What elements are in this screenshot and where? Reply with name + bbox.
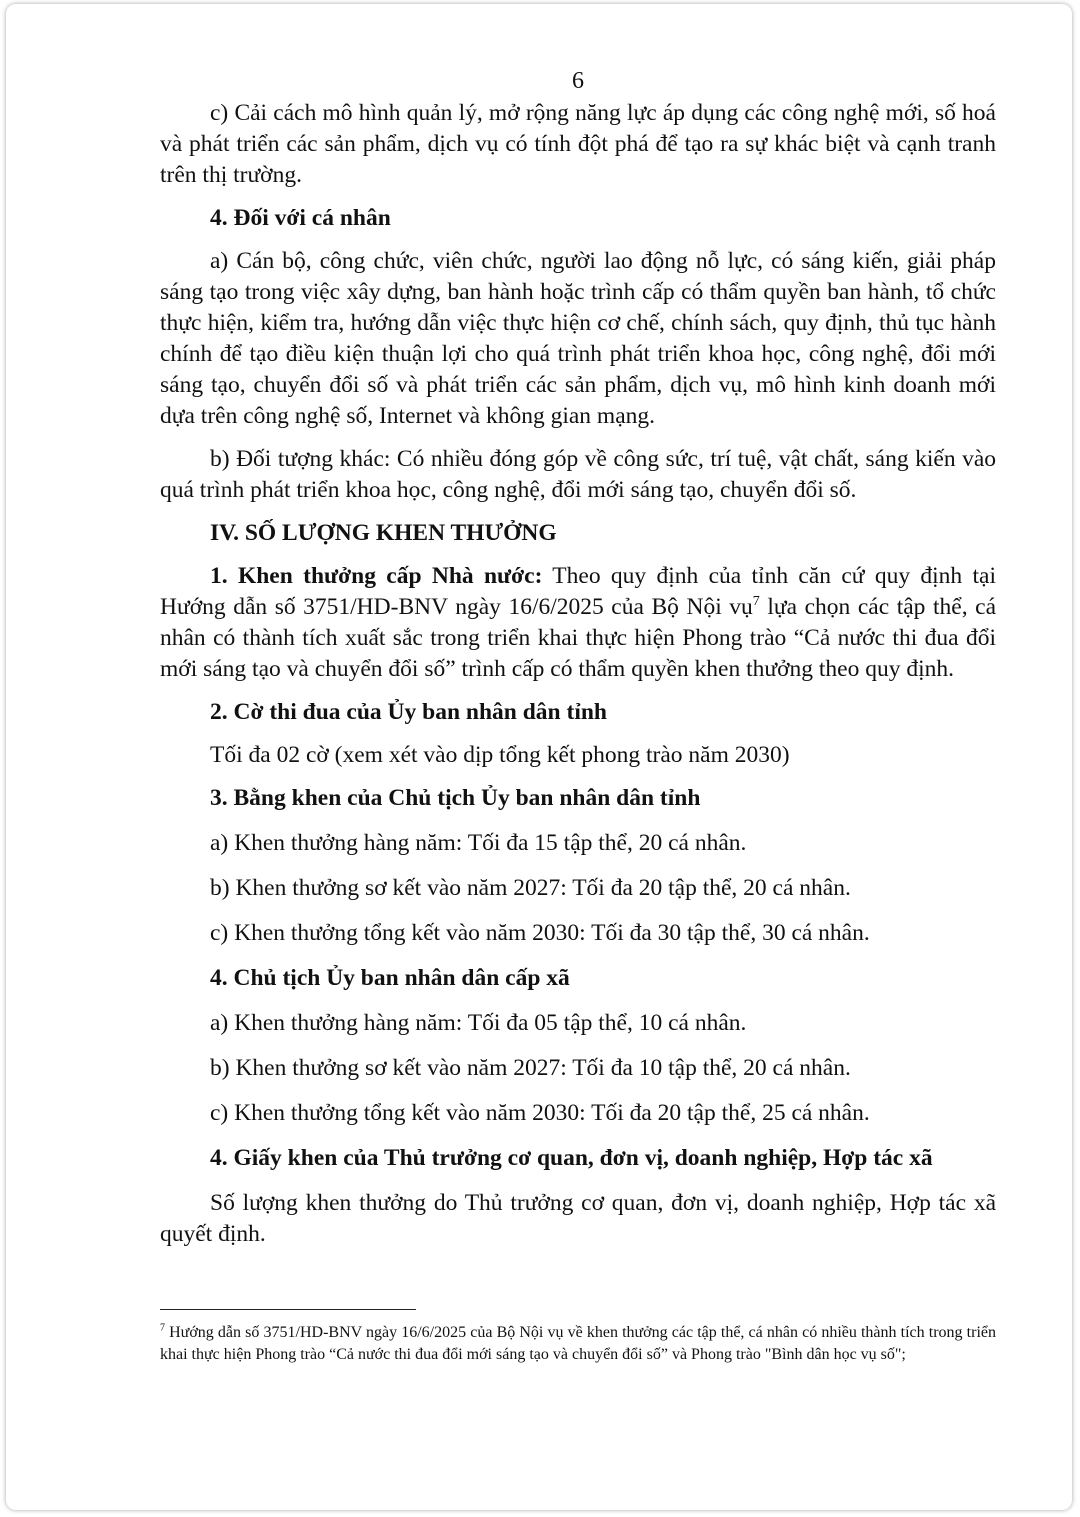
footnote xyxy=(160,1322,996,1366)
section-iv-heading: IV. SỐ LƯỢNG KHEN THƯỞNG xyxy=(210,520,557,546)
heading-emulation-flag: 2. Cờ thi đua của Ủy ban nhân dân tỉnh xyxy=(210,699,607,725)
heading-certificate-provincial: 3. Bằng khen của Chủ tịch Ủy ban nhân dân tỉnh xyxy=(210,785,701,811)
footnote-separator xyxy=(160,1309,416,1310)
paragraph-4-b: b) Khen thưởng sơ kết vào năm 2027: Tối đa 10 tập thể, 20 cá nhân. xyxy=(210,1055,851,1081)
paragraph-3-b: b) Khen thưởng sơ kết vào năm 2027: Tối đa 20 tập thể, 20 cá nhân. xyxy=(210,875,851,901)
document-body xyxy=(160,66,996,1250)
paragraph-3-a: a) Khen thưởng hàng năm: Tối đa 15 tập thể, 20 cá nhân. xyxy=(210,830,747,856)
paragraph-4-a: a) Khen thưởng hàng năm: Tối đa 05 tập thể, 10 cá nhân. xyxy=(210,1010,747,1036)
paragraph-state-award xyxy=(160,561,996,685)
state-award-label: 1. Khen thưởng cấp Nhà nước: xyxy=(210,563,543,589)
paragraph-4b: b) Đối tượng khác: Có nhiều đóng góp về công sức, trí tuệ, vật chất, sáng kiến vào quá trình phát triển khoa học, công nghệ, đổi mới sáng tạo, chuyển đổi số. xyxy=(160,446,996,503)
paragraph-3c: c) Cải cách mô hình quản lý, mở rộng năng lực áp dụng các công nghệ mới, số hoá và phát triển các sản phẩm, dịch vụ có tính đột phá để tạo ra sự khác biệt và cạnh tranh trên thị trường. xyxy=(160,100,996,188)
paragraph-4-c: c) Khen thưởng tổng kết vào năm 2030: Tối đa 20 tập thể, 25 cá nhân. xyxy=(210,1100,870,1126)
footnote-ref: 7 xyxy=(752,594,760,610)
footnote-text: Hướng dẫn số 3751/HD-BNV ngày 16/6/2025 của Bộ Nội vụ về khen thưởng các tập thể, cá nhân có nhiều thành tích trong triển khai thực hiện Phong trào “Cả nước thi đua đổi mới sáng tạo và chuyển đổi số” và Phong trào "Bình dân học vụ số"; xyxy=(160,1324,996,1363)
heading-certificate-agency: 4. Giấy khen của Thủ trưởng cơ quan, đơn vị, doanh nghiệp, Hợp tác xã xyxy=(210,1145,933,1171)
state-award-text-b: lựa chọn các tập thể, cá nhân có thành tích xuất sắc trong triển khai thực hiện Phong trào “Cả nước thi đua đổi mới sáng tạo và chuyển đổi số” trình cấp có thẩm quyền khen thưởng theo quy định. xyxy=(160,594,996,682)
paragraph-agency-count: Số lượng khen thưởng do Thủ trưởng cơ quan, đơn vị, doanh nghiệp, Hợp tác xã quyết định. xyxy=(160,1190,996,1247)
heading-commune-chairman: 4. Chủ tịch Ủy ban nhân dân cấp xã xyxy=(210,965,570,991)
state-award-text-a: Theo quy định của tỉnh căn cứ quy định tại Hướng dẫn số 3751/HD-BNV ngày 16/6/2025 của Bộ Nội vụ xyxy=(160,563,996,620)
paragraph-4a: a) Cán bộ, công chức, viên chức, người lao động nỗ lực, có sáng kiến, giải pháp sáng tạo trong việc xây dựng, ban hành hoặc trình cấp có thẩm quyền ban hành, tổ chức thực hiện, kiểm tra, hướng dẫn việc thực hiện cơ chế, chính sách, quy định, thủ tục hành chính để tạo điều kiện thuận lợi cho quá trình phát triển khoa học, công nghệ, đổi mới sáng tạo, chuyển đổi số và phát triển các sản phẩm, dịch vụ, mô hình kinh doanh mới dựa trên công nghệ số, Internet và không gian mạng. xyxy=(160,248,996,429)
footnote-marker: 7 xyxy=(160,1322,165,1334)
paragraph-flag-count: Tối đa 02 cờ (xem xét vào dịp tổng kết phong trào năm 2030) xyxy=(210,742,790,768)
paragraph-3-c: c) Khen thưởng tổng kết vào năm 2030: Tối đa 30 tập thể, 30 cá nhân. xyxy=(210,920,870,946)
heading-individuals: 4. Đối với cá nhân xyxy=(210,205,391,231)
page-number: 6 xyxy=(572,68,584,94)
